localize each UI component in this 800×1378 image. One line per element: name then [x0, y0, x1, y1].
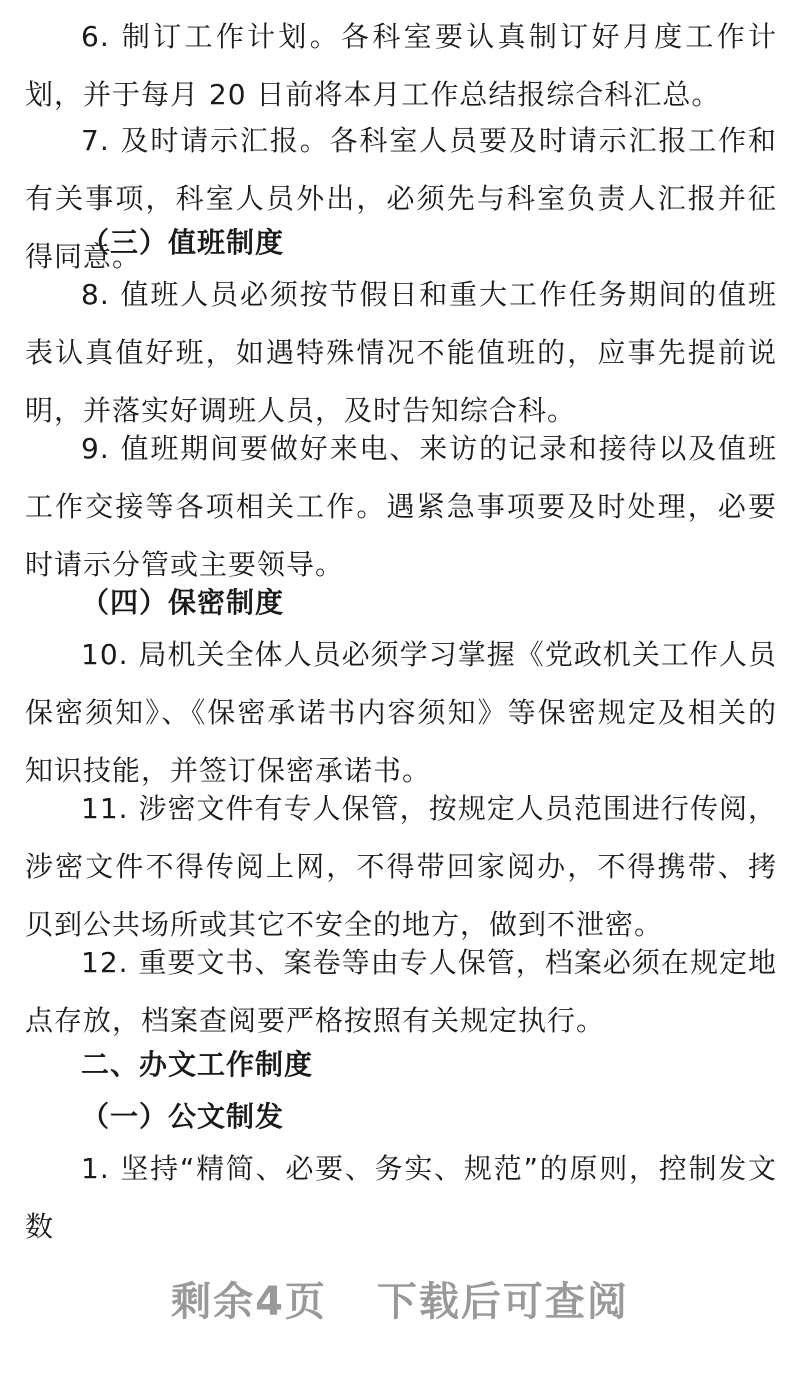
paragraph-item-8: 8. 值班人员必须按节假日和重大工作任务期间的值班表认真值好班，如遇特殊情况不能值班的，应事先提前说明，并落实好调班人员，及时告知综合科。 — [25, 278, 777, 427]
paragraph-item-10: 10. 局机关全体人员必须学习掌握《党政机关工作人员保密须知》、《保密承诺书内容须知》等保密规定及相关的知识技能，并签订保密承诺书。 — [25, 638, 777, 787]
paragraph-item-7: 7. 及时请示汇报。各科室人员要及时请示汇报工作和有关事项，科室人员外出，必须先与科室负责人汇报并征得同意。 — [25, 124, 777, 273]
section-heading-confidentiality: （四）保密制度 — [81, 586, 285, 619]
section-heading-duty: （三）值班制度 — [81, 226, 285, 259]
paragraph-item-12: 12. 重要文书、案卷等由专人保管，档案必须在规定地点存放，档案查阅要严格按照有关规定执行。 — [25, 946, 777, 1037]
paragraph-item-9: 9. 值班期间要做好来电、来访的记录和接待以及值班工作交接等各项相关工作。遇紧急事项要及时处理，必要时请示分管或主要领导。 — [25, 432, 777, 581]
section-heading-issuance: （一）公文制发 — [81, 1100, 285, 1133]
paragraph-item-1: 1. 坚持“精简、必要、务实、规范”的原则，控制发文数 — [25, 1152, 777, 1243]
paragraph-item-11: 11. 涉密文件有专人保管，按规定人员范围进行传阅，涉密文件不得传阅上网，不得带回家阅办，不得携带、拷贝到公共场所或其它不安全的地方，做到不泄密。 — [25, 792, 777, 941]
section-heading-document-work: 二、办文工作制度 — [81, 1048, 314, 1081]
download-to-view-label: 下载后可查阅 — [376, 1279, 629, 1325]
download-prompt[interactable] — [0, 1270, 800, 1327]
remaining-pages-label: 剩余4页 — [171, 1279, 327, 1325]
paragraph-item-6: 6. 制订工作计划。各科室要认真制订好月度工作计划，并于每月 20 日前将本月工作总结报综合科汇总。 — [25, 20, 777, 111]
